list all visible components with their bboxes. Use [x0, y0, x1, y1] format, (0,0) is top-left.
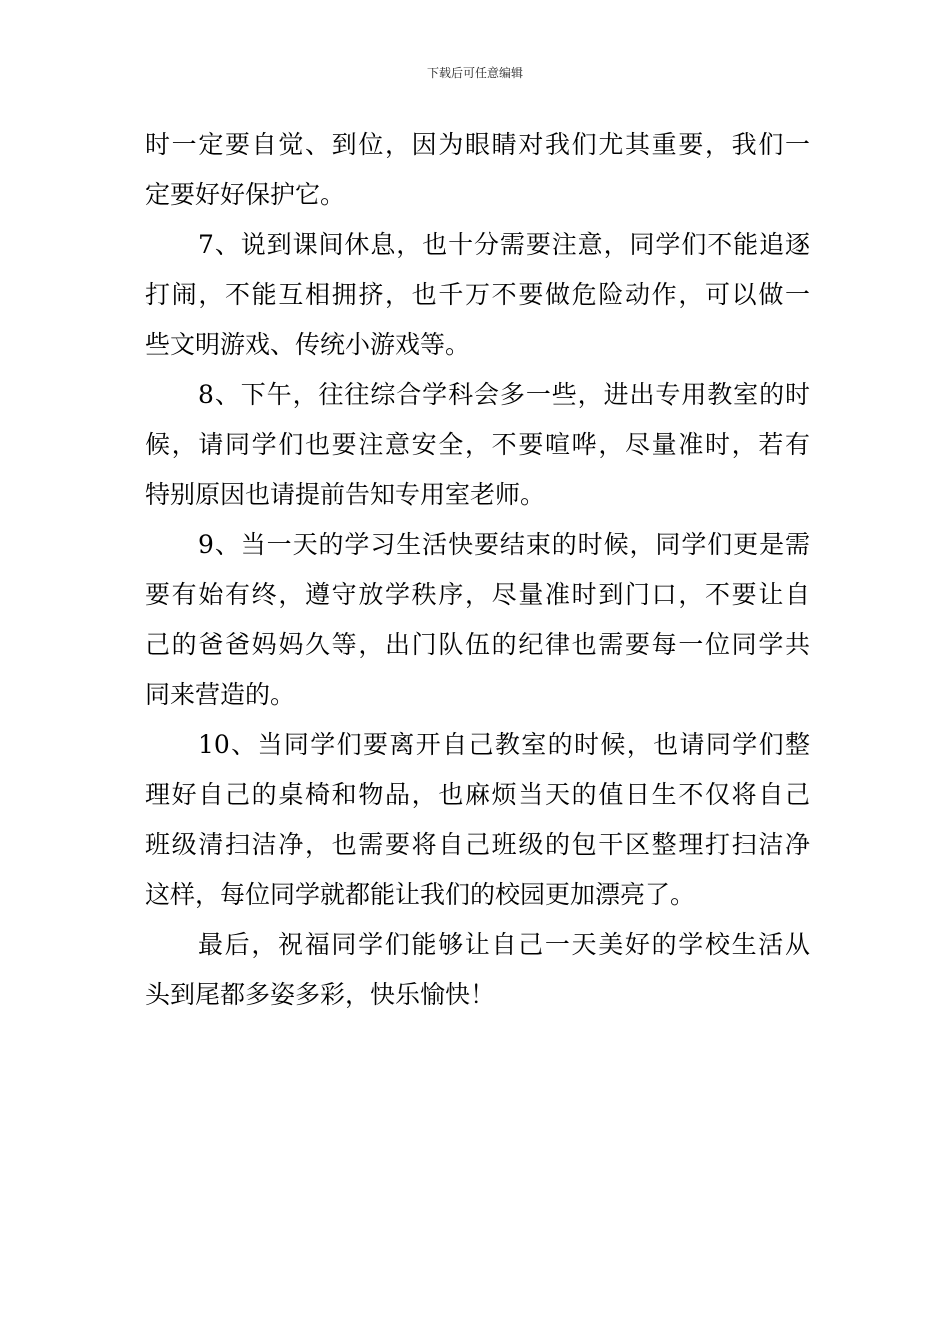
text-line: 候，请同学们也要注意安全，不要喧哗，尽量准时，若有: [145, 430, 810, 459]
text-line: 10、当同学们要离开自己教室的时候，也请同学们整: [198, 730, 810, 759]
text-line: 同来营造的。: [145, 680, 296, 709]
text-line: 要有始有终，遵守放学秩序，尽量准时到门口，不要让自: [145, 580, 810, 609]
text-line: 时一定要自觉、到位，因为眼睛对我们尤其重要，我们一: [145, 130, 810, 159]
text-line: 特别原因也请提前告知专用室老师。: [145, 480, 546, 509]
header-note: 下载后可任意编辑: [426, 66, 523, 80]
text-line: 7、说到课间休息，也十分需要注意，同学们不能追逐: [198, 230, 810, 259]
text-line: 8、下午，往往综合学科会多一些，进出专用教室的时: [198, 380, 810, 409]
text-line: 己的爸爸妈妈久等，出门队伍的纪律也需要每一位同学共: [145, 630, 810, 659]
text-line: 打闹，不能互相拥挤，也千万不要做危险动作，可以做一: [145, 280, 810, 309]
text-line: 班级清扫洁净，也需要将自己班级的包干区整理打扫洁净: [145, 830, 810, 859]
text-line: 最后，祝福同学们能够让自己一天美好的学校生活从: [198, 930, 810, 959]
text-line: 9、当一天的学习生活快要结束的时候，同学们更是需: [198, 530, 810, 559]
text-line: 头到尾都多姿多彩，快乐愉快！: [145, 980, 496, 1009]
body-text: [145, 120, 810, 1020]
text-line: 些文明游戏、传统小游戏等。: [145, 330, 471, 359]
text-line: 理好自己的桌椅和物品，也麻烦当天的值日生不仅将自己: [145, 780, 810, 809]
text-line: 这样，每位同学就都能让我们的校园更加漂亮了。: [145, 880, 696, 909]
text-line: 定要好好保护它。: [145, 180, 346, 209]
